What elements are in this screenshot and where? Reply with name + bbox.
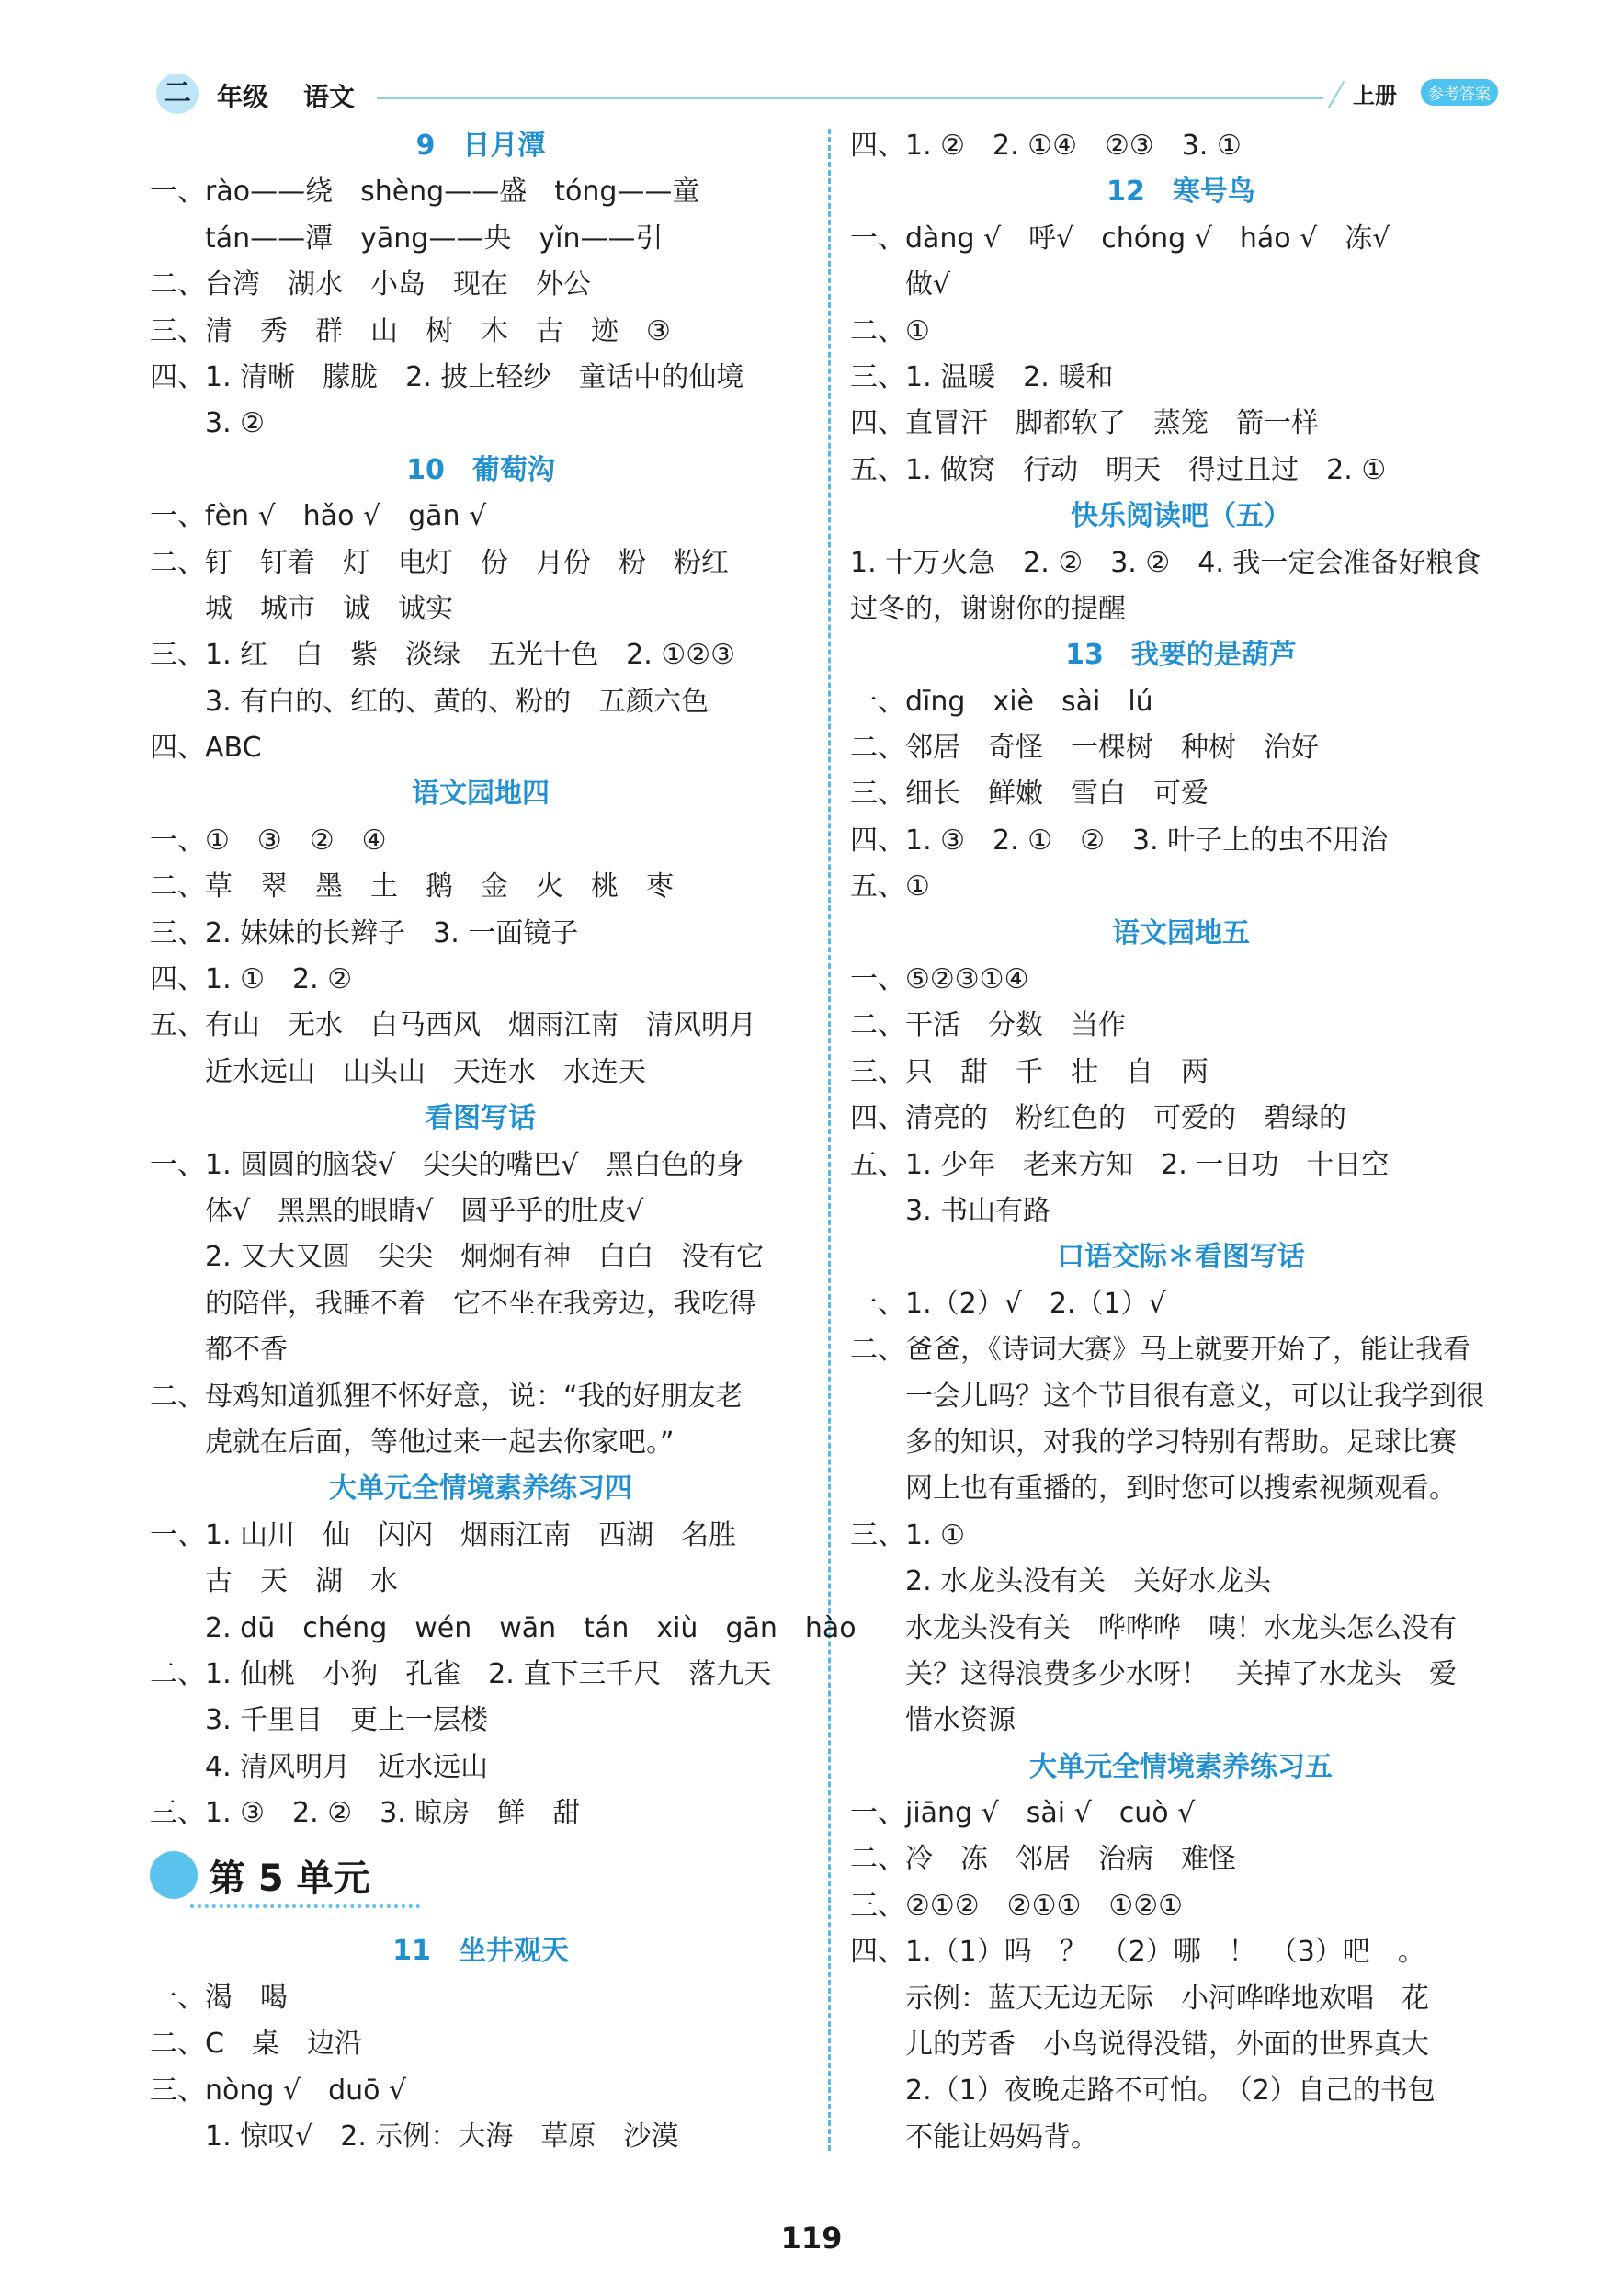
answer-line: 三、1. 红 白 紫 淡绿 五光十色 2. ①②③ xyxy=(150,639,736,672)
answer-line: 一、① ③ ② ④ xyxy=(150,824,387,857)
answer-line: 三、1. ③ 2. ② 3. 晾房 鲜 甜 xyxy=(150,1797,581,1830)
answer-line: 三、nòng √ duō √ xyxy=(150,2074,407,2107)
answer-line: 一、渴 喝 xyxy=(150,1981,288,2014)
answer-line: 四、1.（1）吗 ？ （2）哪 ！ （3）吧 。 xyxy=(850,1936,1425,1969)
answer-line: 三、1. 温暖 2. 暖和 xyxy=(850,360,1114,393)
answer-line: 3. 千里目 更上一层楼 xyxy=(205,1704,489,1737)
answer-line: 惜水资源 xyxy=(905,1704,1016,1737)
answer-line: 一、rào——绕 shèng——盛 tóng——童 xyxy=(150,176,700,209)
header-grade: 年级 xyxy=(217,82,269,112)
answer-line: 三、细长 鲜嫩 雪白 可爱 xyxy=(850,778,1209,811)
answer-line: 网上也有重播的，到时您可以搜索视频观看。 xyxy=(905,1472,1457,1506)
unit-underline xyxy=(190,1904,420,1908)
section-title: 看图写话 xyxy=(426,1102,536,1135)
answer-line: 四、1. ② 2. ①④ ②③ 3. ① xyxy=(850,130,1242,162)
header-volume: 上册 xyxy=(1353,83,1397,108)
answer-line: tán——潭 yāng——央 yǐn——引 xyxy=(205,222,664,255)
answer-line: 二、草 翠 墨 土 鹅 金 火 桃 枣 xyxy=(150,870,674,904)
answer-line: 一、dàng √ 呼√ chóng √ háo √ 冻√ xyxy=(850,222,1390,255)
section-title: 10 葡萄沟 xyxy=(406,453,555,486)
answer-line: 二、台湾 湖水 小岛 现在 外公 xyxy=(150,268,591,301)
answer-line: 3. 有白的、红的、黄的、粉的 五颜六色 xyxy=(205,685,709,718)
answer-line: 二、干活 分数 当作 xyxy=(850,1009,1126,1042)
answer-line: 二、母鸡知道狐狸不怀好意，说：“我的好朋友老 xyxy=(150,1380,743,1413)
section-title: 口语交际＊看图写话 xyxy=(1057,1241,1305,1274)
answer-line: 四、清亮的 粉红色的 可爱的 碧绿的 xyxy=(850,1102,1346,1135)
answer-line: 一、1. 圆圆的脑袋√ 尖尖的嘴巴√ 黑白色的身 xyxy=(150,1148,744,1181)
column-divider xyxy=(828,129,831,2151)
section-title: 13 我要的是葫芦 xyxy=(1065,639,1297,672)
answer-line: 古 天 湖 水 xyxy=(205,1565,398,1598)
answer-line: 一、1.（2）√ 2.（1）√ xyxy=(850,1287,1166,1320)
answer-line: 都不香 xyxy=(205,1334,288,1367)
answer-line: 四、1. ③ 2. ① ② 3. 叶子上的虫不用治 xyxy=(850,824,1389,857)
answer-line: 三、清 秀 群 山 树 木 古 迹 ③ xyxy=(150,314,671,347)
page-header xyxy=(156,66,1498,121)
section-title: 大单元全情境素养练习五 xyxy=(1029,1750,1333,1783)
section-title: 语文园地四 xyxy=(412,778,550,811)
answer-line: 二、爸爸，《诗词大赛》马上就要开始了，能让我看 xyxy=(850,1334,1470,1367)
answer-line: 二、冷 冻 邻居 治病 难怪 xyxy=(850,1843,1236,1876)
answer-line: 四、ABC xyxy=(150,732,262,765)
answer-line: 五、1. 少年 老来方知 2. 一日功 十日空 xyxy=(850,1148,1390,1181)
answer-line: 3. ② xyxy=(205,407,266,440)
section-title: 快乐阅读吧（五） xyxy=(1071,500,1291,533)
grade-badge: 二 xyxy=(156,74,199,114)
answer-line: 过冬的，谢谢你的提醒 xyxy=(850,592,1126,625)
answer-line: 2. 又大又圆 尖尖 炯炯有神 白白 没有它 xyxy=(205,1241,765,1274)
section-title: 大单元全情境素养练习四 xyxy=(329,1472,632,1506)
answer-line: 一、dīng xiè sài lú xyxy=(850,685,1153,718)
answer-line: 多的知识，对我的学习特别有帮助。足球比赛 xyxy=(905,1426,1457,1459)
header-rule xyxy=(377,97,1323,99)
section-title: 11 坐井观天 xyxy=(392,1935,569,1968)
answer-line: 1. 惊叹√ 2. 示例：大海 草原 沙漠 xyxy=(205,2120,679,2154)
answer-line: 四、1. ① 2. ② xyxy=(150,963,353,996)
answer-line: 四、1. 清晰 朦胧 2. 披上轻纱 童话中的仙境 xyxy=(150,360,744,393)
answer-line: 一、1. 山川 仙 闪闪 烟雨江南 西湖 名胜 xyxy=(150,1518,737,1552)
section-title: 语文园地五 xyxy=(1112,916,1250,949)
answer-line: 三、只 甜 千 壮 自 两 xyxy=(850,1055,1209,1088)
answer-line: 2.（1）夜晚走路不可怕。 （2）自己的书包 xyxy=(905,2074,1436,2108)
answer-line: 3. 书山有路 xyxy=(905,1194,1051,1227)
answer-line: 五、有山 无水 白马西风 烟雨江南 清风明月 xyxy=(150,1009,756,1042)
answer-line: 二、钉 钉着 灯 电灯 份 月份 粉 粉红 xyxy=(150,546,729,579)
answer-line: 1. 十万火急 2. ② 3. ② 4. 我一定会准备好粮食 xyxy=(850,546,1481,579)
answer-line: 一会儿吗？这个节目很有意义，可以让我学到很 xyxy=(905,1380,1484,1413)
answer-line: 城 城市 诚 诚实 xyxy=(205,592,453,625)
header-slash xyxy=(1328,81,1345,108)
answer-line: 二、C 桌 边沿 xyxy=(150,2028,362,2061)
answer-line: 2. dū chéng wén wān tán xiù gān hào xyxy=(205,1611,857,1644)
answer-line: 三、1. ① xyxy=(850,1518,966,1552)
answer-line: 示例：蓝天无边无际 小河哗哗地欢唱 花 xyxy=(905,1982,1429,2015)
answer-line: 三、2. 妹妹的长辫子 3. 一面镜子 xyxy=(150,916,579,949)
answer-line: 五、1. 做窝 行动 明天 得过且过 2. ① xyxy=(850,453,1387,486)
answer-line: 二、1. 仙桃 小狗 孔雀 2. 直下三千尺 落九天 xyxy=(150,1657,772,1690)
answer-line: 4. 清风明月 近水远山 xyxy=(205,1750,489,1783)
answer-line: 二、邻居 奇怪 一棵树 种树 治好 xyxy=(850,732,1319,765)
answer-line: 四、直冒汗 脚都软了 蒸笼 箭一样 xyxy=(850,407,1319,440)
answer-line: 一、jiāng √ sài √ cuò √ xyxy=(850,1797,1196,1830)
answer-line: 2. 水龙头没有关 关好水龙头 xyxy=(905,1565,1272,1598)
page-number: 119 xyxy=(780,2221,843,2256)
header-subject: 语文 xyxy=(303,82,356,112)
section-title: 9 日月潭 xyxy=(415,130,546,162)
answer-line: 不能让妈妈背。 xyxy=(905,2120,1098,2154)
answer-line: 一、fèn √ hǎo √ gān √ xyxy=(150,500,487,533)
unit-title: 第 5 单元 xyxy=(209,1858,370,1901)
answer-line: 儿的芳香 小鸟说得没错，外面的世界真大 xyxy=(905,2029,1429,2062)
answer-line: 水龙头没有关 哗哗哗 咦！水龙头怎么没有 xyxy=(905,1611,1457,1644)
answer-line: 的陪伴，我睡不着 它不坐在我旁边，我吃得 xyxy=(205,1287,756,1320)
answer-line: 关？这得浪费多少水呀！ 关掉了水龙头 爱 xyxy=(905,1657,1457,1690)
section-title: 12 寒号鸟 xyxy=(1107,176,1255,209)
header-tag: 参考答案 xyxy=(1421,79,1498,106)
answer-line: 做√ xyxy=(905,268,951,301)
answer-line: 二、① xyxy=(850,314,930,347)
answer-line: 三、②①② ②①① ①②① xyxy=(850,1889,1184,1922)
unit-heading xyxy=(150,1836,812,1928)
unit-circle-icon xyxy=(150,1851,198,1899)
answer-line: 体√ 黑黑的眼睛√ 圆乎乎的肚皮√ xyxy=(205,1194,644,1227)
right-column xyxy=(850,123,1512,2161)
answer-line: 五、① xyxy=(850,870,930,904)
answer-line: 一、⑤②③①④ xyxy=(850,963,1029,996)
answer-line: 近水远山 山头山 天连水 水连天 xyxy=(205,1055,646,1088)
left-column xyxy=(150,123,857,2160)
answer-line: 虎就在后面，等他过来一起去你家吧。” xyxy=(205,1426,675,1459)
